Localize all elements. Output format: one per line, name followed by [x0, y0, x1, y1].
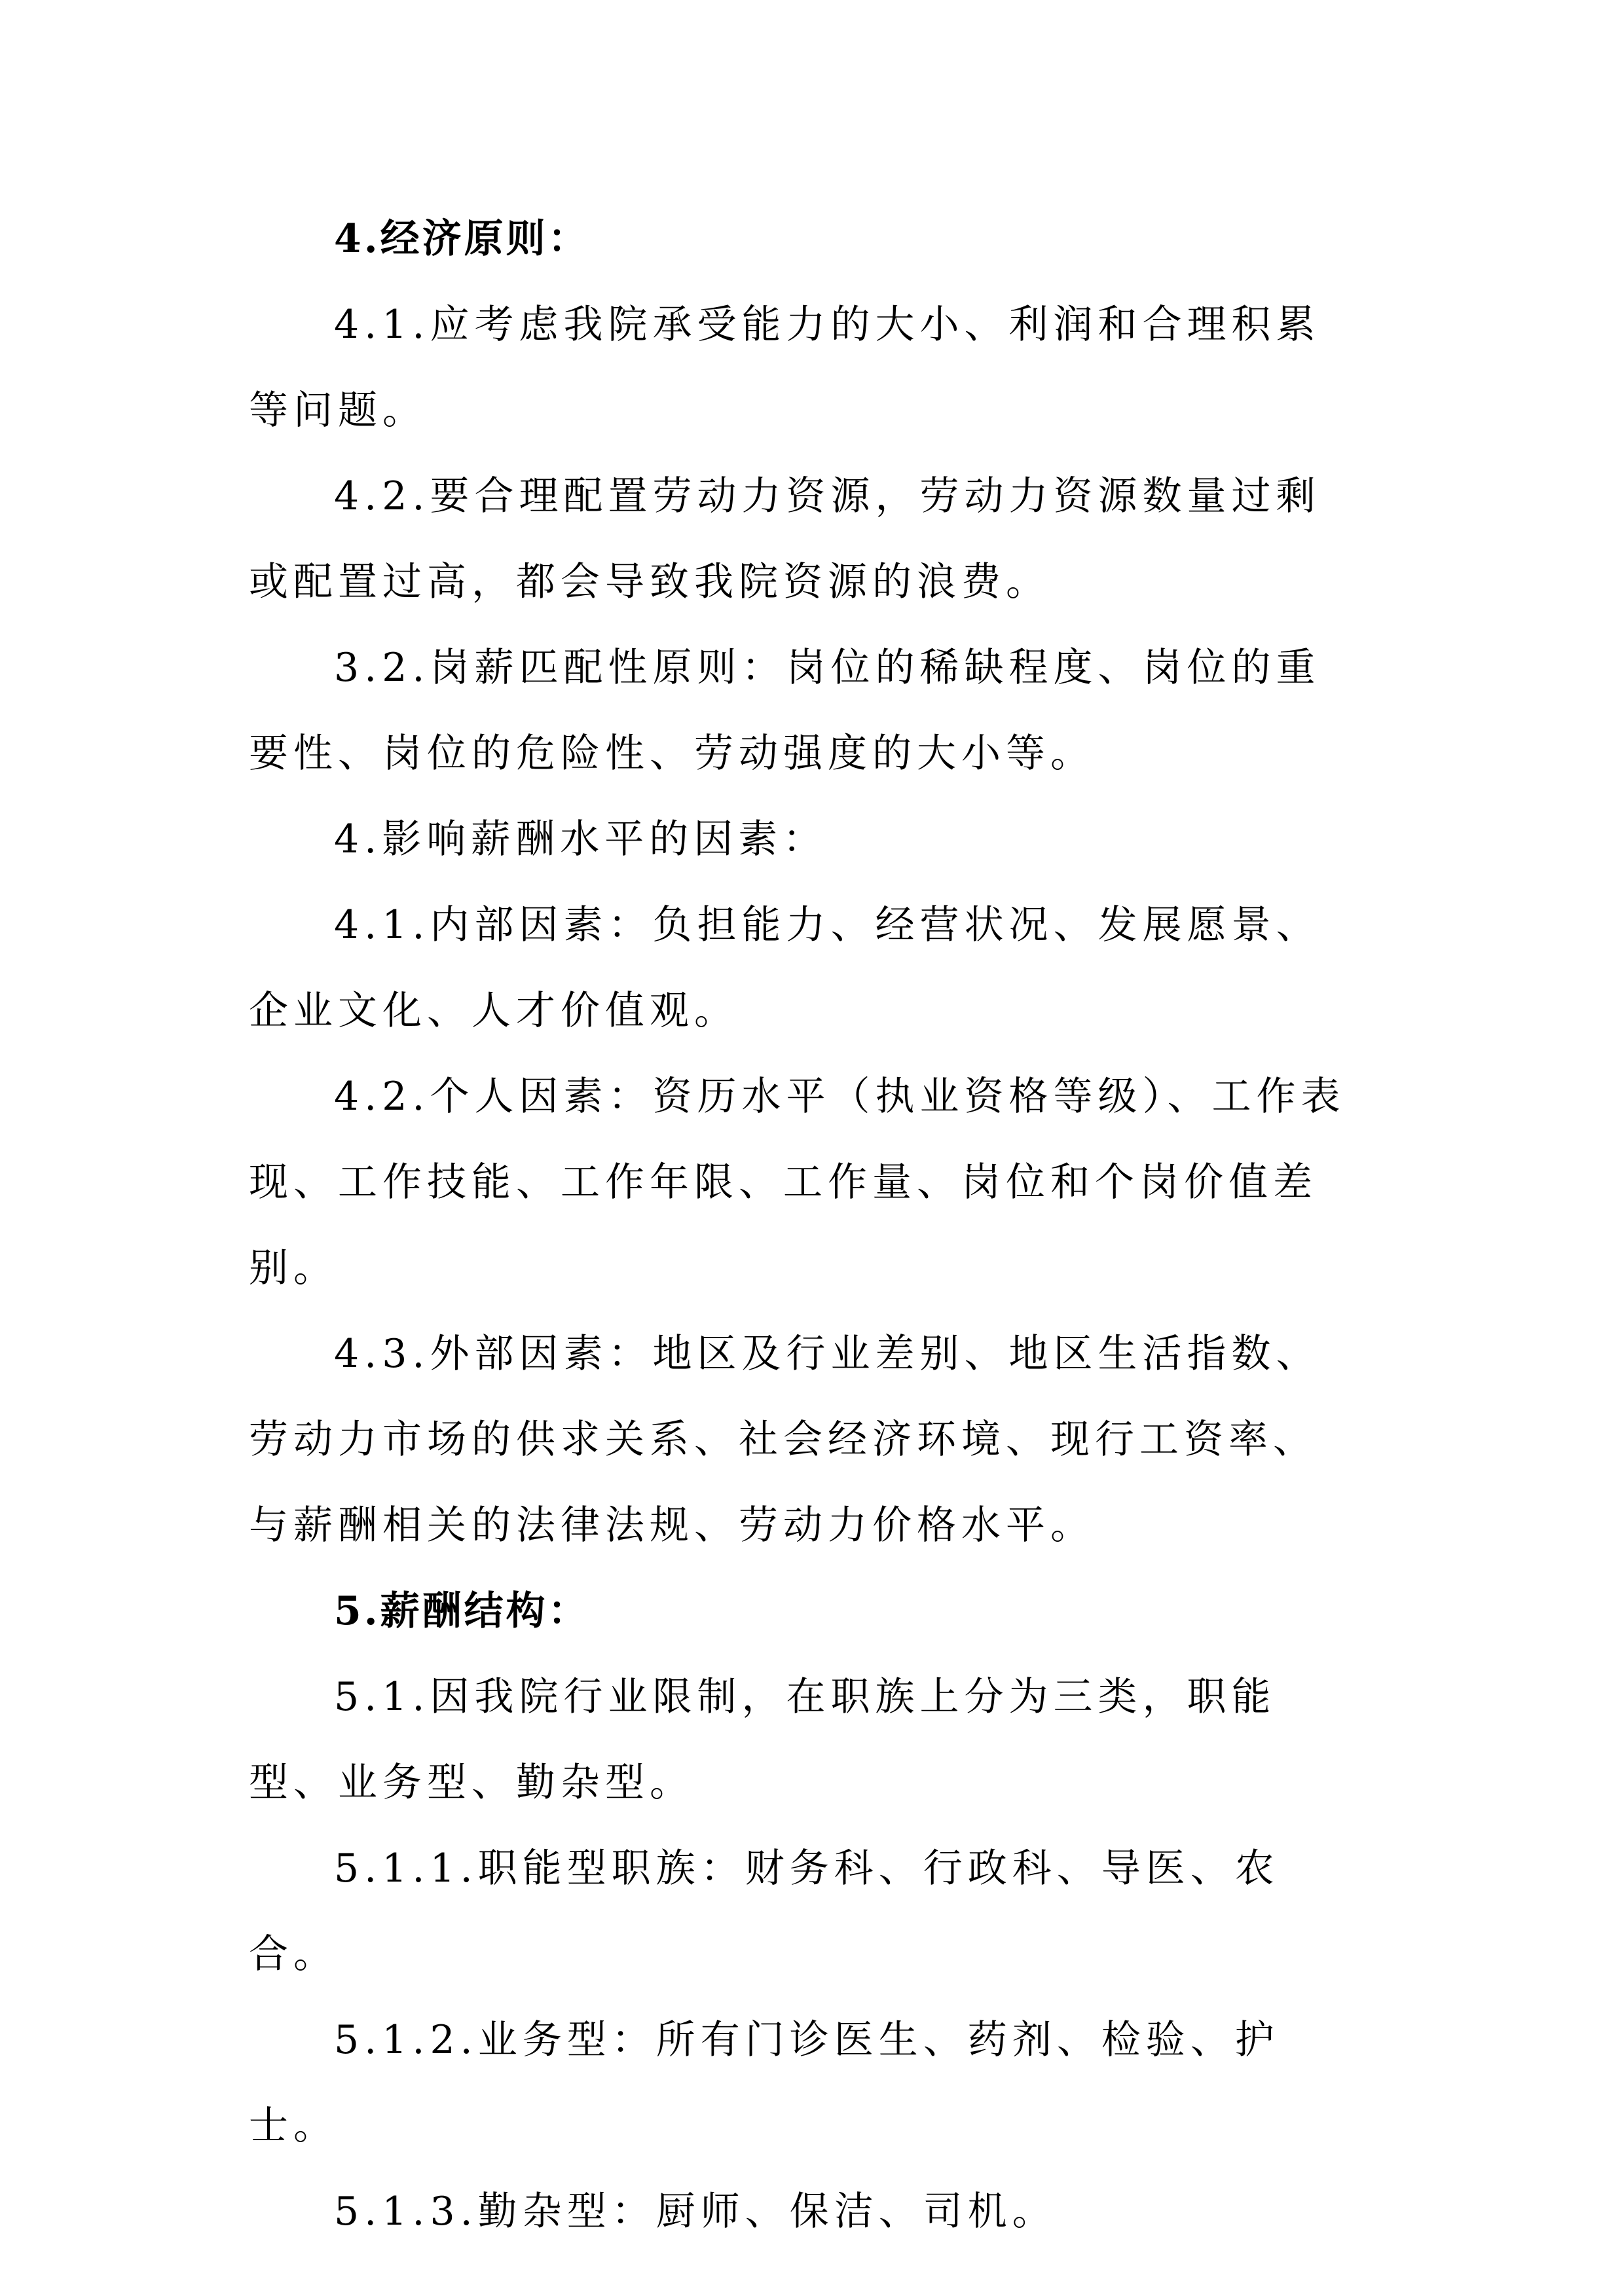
paragraph-4-2-labor-allocation: 4.2.要合理配置劳动力资源，劳动力资源数量过剩或配置过高，都会导致我院资源的浪费。 [249, 473, 1321, 605]
section-heading-salary-structure: 5.薪酬结构： [334, 1588, 590, 1634]
paragraph-5-1-job-families: 5.1.因我院行业限制，在职族上分为三类，职能型、业务型、勤杂型。 [249, 1674, 1276, 1806]
paragraph-4-1-capacity: 4.1.应考虑我院承受能力的大小、利润和合理积累等问题。 [249, 302, 1321, 433]
paragraph-4-3-external-factors: 4.3.外部因素：地区及行业差别、地区生活指数、劳动力市场的供求关系、社会经济环境、现行工资率、与薪酬相关的法律法规、劳动力价格水平。 [249, 1331, 1321, 1548]
section-heading-salary-factors: 4.影响薪酬水平的因素： [334, 816, 828, 862]
paragraph-5-1-1-functional: 5.1.1.职能型职族：财务科、行政科、导医、农合。 [249, 1846, 1280, 1977]
document-page [249, 196, 1349, 2255]
section-heading-economic-principle: 4.经济原则： [334, 216, 590, 262]
paragraph-5-1-2-business: 5.1.2.业务型：所有门诊医生、药剂、检验、护士。 [249, 2017, 1280, 2149]
paragraph-3-2-post-salary-matching: 3.2.岗薪匹配性原则：岗位的稀缺程度、岗位的重要性、岗位的危险性、劳动强度的大小等。 [249, 645, 1321, 776]
paragraph-5-1-3-support: 5.1.3.勤杂型：厨师、保洁、司机。 [334, 2189, 1057, 2234]
paragraph-4-2-personal-factors: 4.2.个人因素：资历水平（执业资格等级）、工作表现、工作技能、工作年限、工作量、岗位和个岗价值差别。 [249, 1074, 1346, 1291]
paragraph-4-1-internal-factors: 4.1.内部因素：负担能力、经营状况、发展愿景、企业文化、人才价值观。 [249, 902, 1321, 1034]
